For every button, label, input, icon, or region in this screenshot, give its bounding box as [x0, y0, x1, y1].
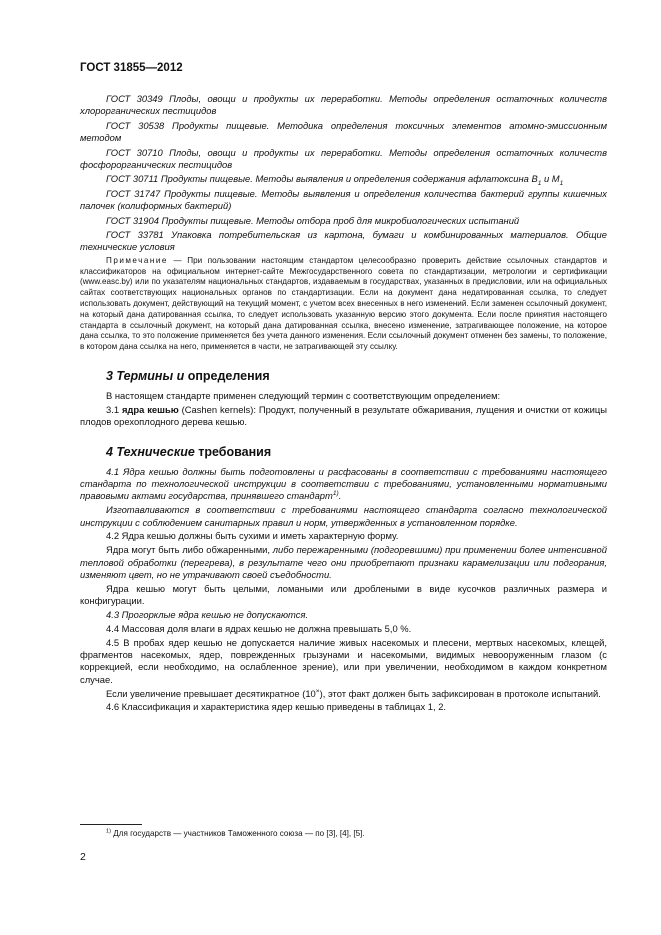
- section-3-heading: 3 Термины и определения: [106, 369, 270, 384]
- note-label: Примечание: [106, 255, 168, 265]
- footnote-ref: 1): [332, 490, 339, 498]
- paragraph: Изготавливаются в соответствии с требованиями настоящего стандарта согласно технологической инструкции с соблюдением санитарных правил и норм, утвержденных в установленном порядке.: [80, 504, 607, 528]
- paragraph: Ядра могут быть либо обжаренными, либо пережаренными (подгоревшими) при применении более интенсивной тепловой обработки (перегрева), в результате чего они приобретают признаки карамелизации или подгорания, изменяют цвет, но не утрачивают своей съедобности.: [80, 544, 607, 581]
- subscript: 1: [559, 180, 564, 188]
- footnote-divider: [80, 824, 142, 825]
- reference-item: ГОСТ 31747 Продукты пищевые. Методы выявления и определения количества бактерий группы кишечных палочек (колиформных бактерий): [80, 187, 607, 212]
- term-definition: 3.1 ядра кешью (Cashen kernels): Продукт, полученный в результате обжаривания, лущения и очистки от кожицы плодов орехоплодного дерева кешью.: [80, 403, 607, 428]
- reference-item: ГОСТ 31904 Продукты пищевые. Методы отбора проб для микробиологических испытаний: [106, 214, 520, 226]
- term-name: ядра кешью: [121, 403, 179, 415]
- note-paragraph: [80, 256, 607, 353]
- paragraph: В настоящем стандарте применен следующий термин с соответствующим определением:: [106, 390, 501, 402]
- paragraph: 4.3 Прогорклые ядра кешью не допускаются.: [106, 609, 309, 621]
- section-4-heading: 4 Технические требования: [106, 444, 272, 459]
- section-4-body: [80, 466, 607, 714]
- note-text: — При пользовании настоящим стандартом целесообразно проверить действие ссылочных стандартов и классификаторов на официальном интернет-сайте Межгосударственного совета по стандартизации, метрологии и сертификации (www.easc.by) или по указателям национальных стандартов, издаваемым в государствах, указанных в предисловии, или на официальных сайтах соответствующих национальных органов по стандартизации. Если на документ дана недатированная ссылка, то следует использовать документ, действующий на текущий момент, с учетом всех внесенных в него изменений. Если заменен ссылочный документ, на который дана датированная ссылка, то следует использовать указанную версию этого документа. Если после принятия настоящего стандарта в ссылочный документ, на который дана датированная ссылка, внесено изменение, затрагивающее положение, на которое дана ссылка, то это положение применяется без учета данного изменения. Если ссылочный документ отменен без замены, то положение, в котором дана ссылка на него, применяется в части, не затрагивающей эту ссылку.: [80, 255, 607, 352]
- subscript: 1: [537, 180, 542, 188]
- page-number: 2: [80, 851, 86, 863]
- footnote-mark: 1): [106, 828, 112, 835]
- reference-text: и M: [541, 173, 560, 185]
- reference-item: ГОСТ 30538 Продукты пищевые. Методика определения токсичных элементов атомно-эмиссионным методом: [80, 119, 607, 144]
- paragraph: 4.6 Классификация и характеристика ядер кешью приведены в таблицах 1, 2.: [106, 701, 447, 713]
- normative-references: [80, 93, 607, 254]
- document-code-header: ГОСТ 31855—2012: [80, 62, 183, 74]
- footnote-text: Для государств — участников Таможенного союза — по [3], [4], [5].: [113, 829, 365, 838]
- reference-text: ГОСТ 30711 Продукты пищевые. Методы выявления и определения содержания афлатоксина B: [106, 173, 538, 185]
- page-content: [80, 93, 607, 715]
- section-3-body: [80, 390, 607, 429]
- paragraph: 4.5 В пробах ядер кешью не допускается наличие живых насекомых и плесени, мертвых насекомых, клещей, фрагментов насекомых, ядер, поврежденных грызунами и насекомыми, видимых невооруженным глазом (с коррекцией, если необходимо, на ослабленное зрение), или при увеличении, необходимом в каждом конкретном случае.: [80, 636, 607, 685]
- paragraph: Если увеличение превышает десятикратное (10×), этот факт должен быть зафиксирован в протоколе испытаний.: [106, 687, 601, 699]
- paragraph: 4.2 Ядра кешью должны быть сухими и иметь характерную форму.: [106, 530, 399, 542]
- paragraph: 4.4 Массовая доля влаги в ядрах кешью не должна превышать 5,0 %.: [106, 622, 412, 634]
- paragraph: Ядра кешью могут быть целыми, ломаными или дроблеными в виде кусочков различных размера и конфигурации.: [80, 582, 607, 607]
- reference-item: ГОСТ 30710 Плоды, овощи и продукты их переработки. Методы определения остаточных количеств фосфорорганических пестицидов: [80, 146, 607, 171]
- paragraph: 4.1 Ядра кешью должны быть подготовлены и расфасованы в соответствии с требованиями настоящего стандарта по технологической инструкции в соответствии с требованиями, установленными нормативными правовыми актами государства, принявшего стандарт$^{1)}$.: [80, 465, 607, 502]
- reference-item: ГОСТ 33781 Упаковка потребительская из картона, бумаги и комбинированных материалов. Общие технические условия: [80, 229, 607, 253]
- footnote: [106, 829, 365, 839]
- reference-item: ГОСТ 30349 Плоды, овощи и продукты их переработки. Методы определения остаточных количеств хлорорганических пестицидов: [80, 93, 607, 117]
- reference-item: [80, 173, 607, 188]
